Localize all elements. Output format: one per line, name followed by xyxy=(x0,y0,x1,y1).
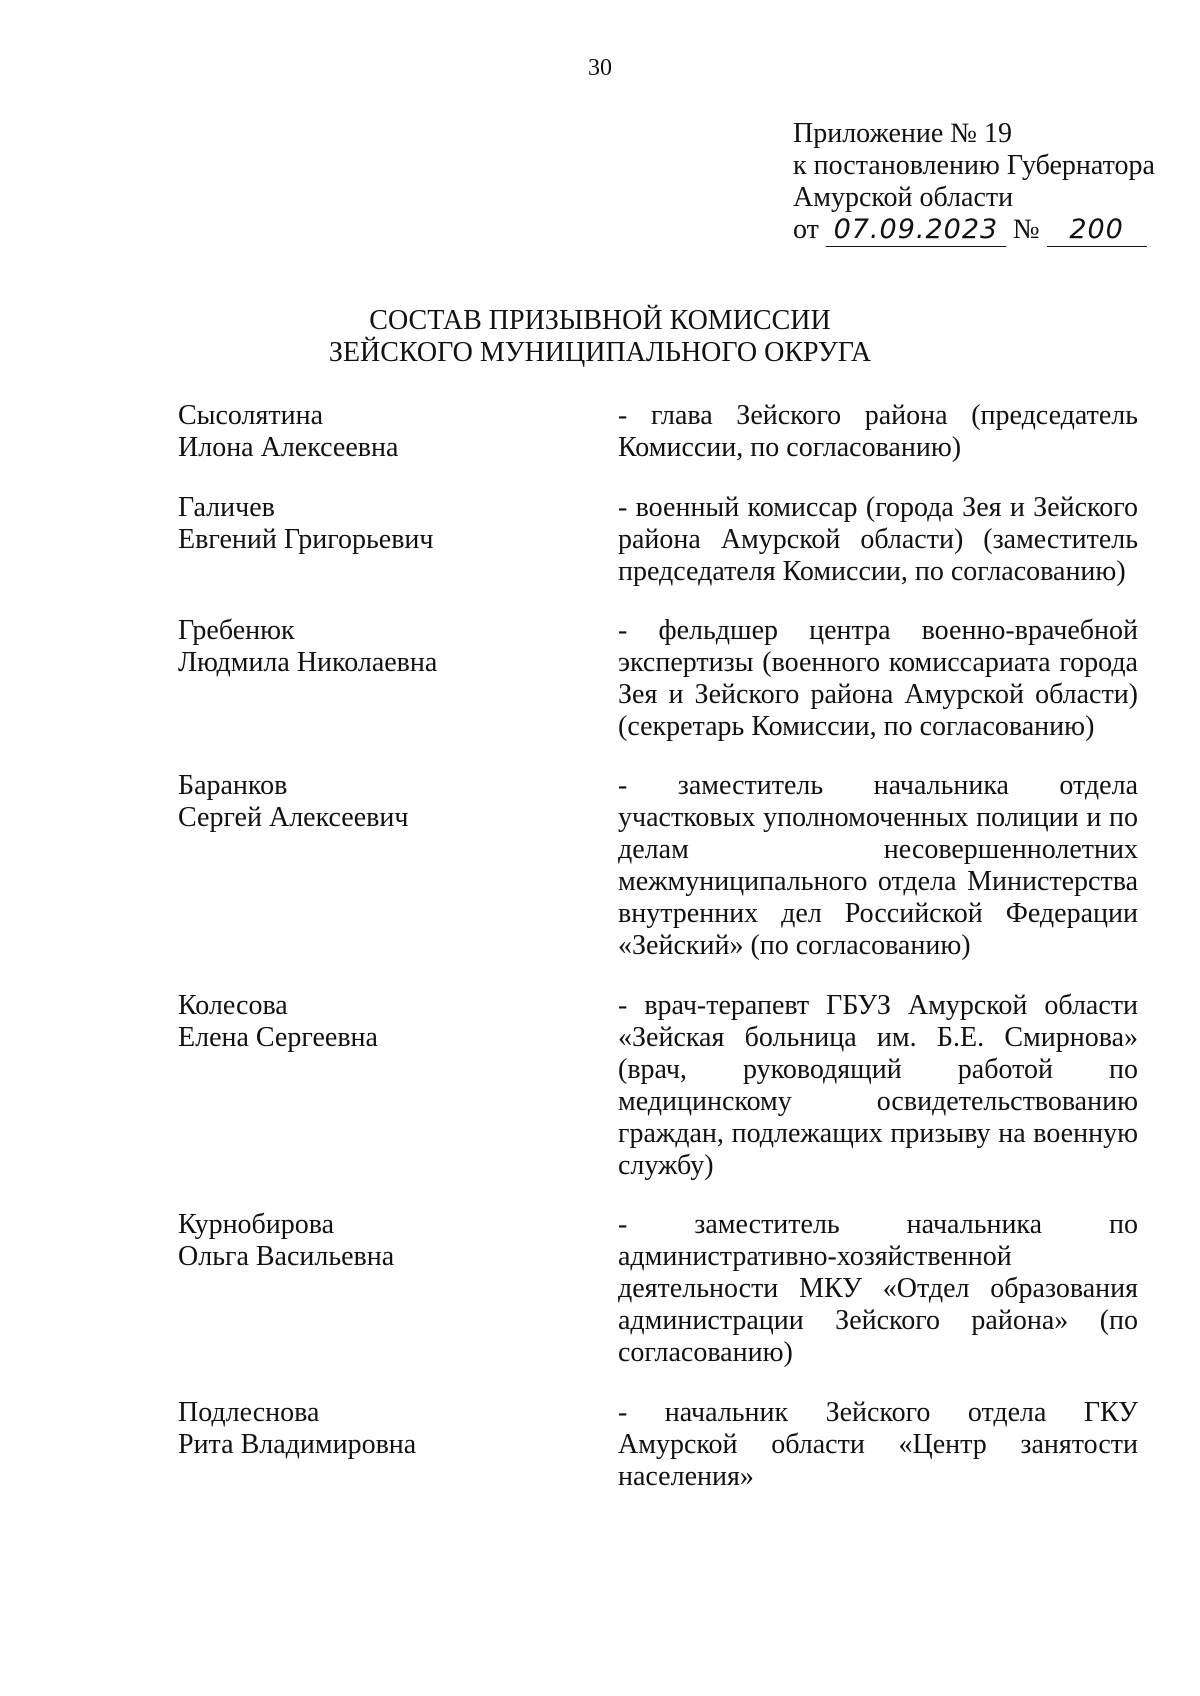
member-given-names: Евгений Григорьевич xyxy=(178,524,434,555)
appendix-line-2: к постановлению Губернатора xyxy=(793,150,1155,181)
member-given-names: Ольга Васильевна xyxy=(178,1241,395,1272)
member-entry xyxy=(178,1397,1138,1493)
member-surname: Сысолятина xyxy=(178,400,324,431)
title-line-2: ЗЕЙСКОГО МУНИЦИПАЛЬНОГО ОКРУГА xyxy=(328,337,872,368)
member-name xyxy=(178,1209,618,1369)
member-given-names: Илона Алексеевна xyxy=(178,432,399,463)
member-name xyxy=(178,1397,618,1493)
member-given-names: Людмила Николаевна xyxy=(178,647,438,678)
appendix-block xyxy=(793,118,1155,247)
member-role: - глава Зейского района (председатель Комиссии, по согласованию) xyxy=(618,400,1138,463)
member-given-names: Сергей Алексеевич xyxy=(178,802,409,833)
members-list xyxy=(178,400,1138,1493)
member-given-names: Рита Владимировна xyxy=(178,1429,417,1460)
member-surname: Галичев xyxy=(178,492,275,523)
title-line-1: СОСТАВ ПРИЗЫВНОЙ КОМИССИИ xyxy=(369,305,831,336)
member-entry xyxy=(178,990,1138,1182)
member-surname: Баранков xyxy=(178,770,288,801)
member-entry xyxy=(178,400,1138,464)
appendix-date-line xyxy=(793,214,1155,247)
member-surname: Гребенюк xyxy=(178,615,295,646)
appendix-line-3: Амурской области xyxy=(793,182,1014,213)
member-role: - начальник Зейского отдела ГКУ Амурской области «Центр занятости населения» xyxy=(618,1397,1138,1492)
handwritten-number: 200 xyxy=(1047,214,1147,247)
member-name xyxy=(178,990,618,1182)
member-role: - военный комиссар (города Зея и Зейского района Амурской области) (заместитель председателя Комиссии, по согласованию) xyxy=(618,492,1138,587)
member-surname: Подлеснова xyxy=(178,1397,320,1428)
member-surname: Курнобирова xyxy=(178,1209,335,1240)
handwritten-date: 07.09.2023 xyxy=(826,214,1006,247)
date-prefix: от xyxy=(793,214,819,245)
member-name xyxy=(178,770,618,962)
member-entry xyxy=(178,492,1138,588)
member-role: - заместитель начальника по административно-хозяйственной деятельности МКУ «Отдел образования администрации Зейского района» (по согласованию) xyxy=(618,1209,1138,1368)
member-name xyxy=(178,400,618,464)
page-number: 30 xyxy=(588,55,612,81)
member-given-names: Елена Сергеевна xyxy=(178,1022,378,1053)
member-role: - заместитель начальника отдела участковых уполномоченных полиции и по делам несовершеннолетних межмуниципального отдела Министерства внутренних дел Российской Федерации «Зейский» (по согласованию) xyxy=(618,770,1138,961)
member-entry xyxy=(178,1209,1138,1369)
member-entry xyxy=(178,615,1138,743)
member-name xyxy=(178,615,618,743)
member-role: - фельдшер центра военно-врачебной экспертизы (военного комиссариата города Зея и Зейского района Амурской области) (секретарь Комиссии, по согласованию) xyxy=(618,615,1138,742)
member-role: - врач-терапевт ГБУЗ Амурской области «Зейская больница им. Б.Е. Смирнова» (врач, руководящий работой по медицинскому освидетельствованию граждан, подлежащих призыву на военную службу) xyxy=(618,990,1138,1181)
document-title xyxy=(0,305,1200,369)
member-surname: Колесова xyxy=(178,990,288,1021)
member-name xyxy=(178,492,618,588)
appendix-line-1: Приложение № 19 xyxy=(793,118,1012,149)
member-entry xyxy=(178,770,1138,962)
number-sign: № xyxy=(1012,214,1040,245)
